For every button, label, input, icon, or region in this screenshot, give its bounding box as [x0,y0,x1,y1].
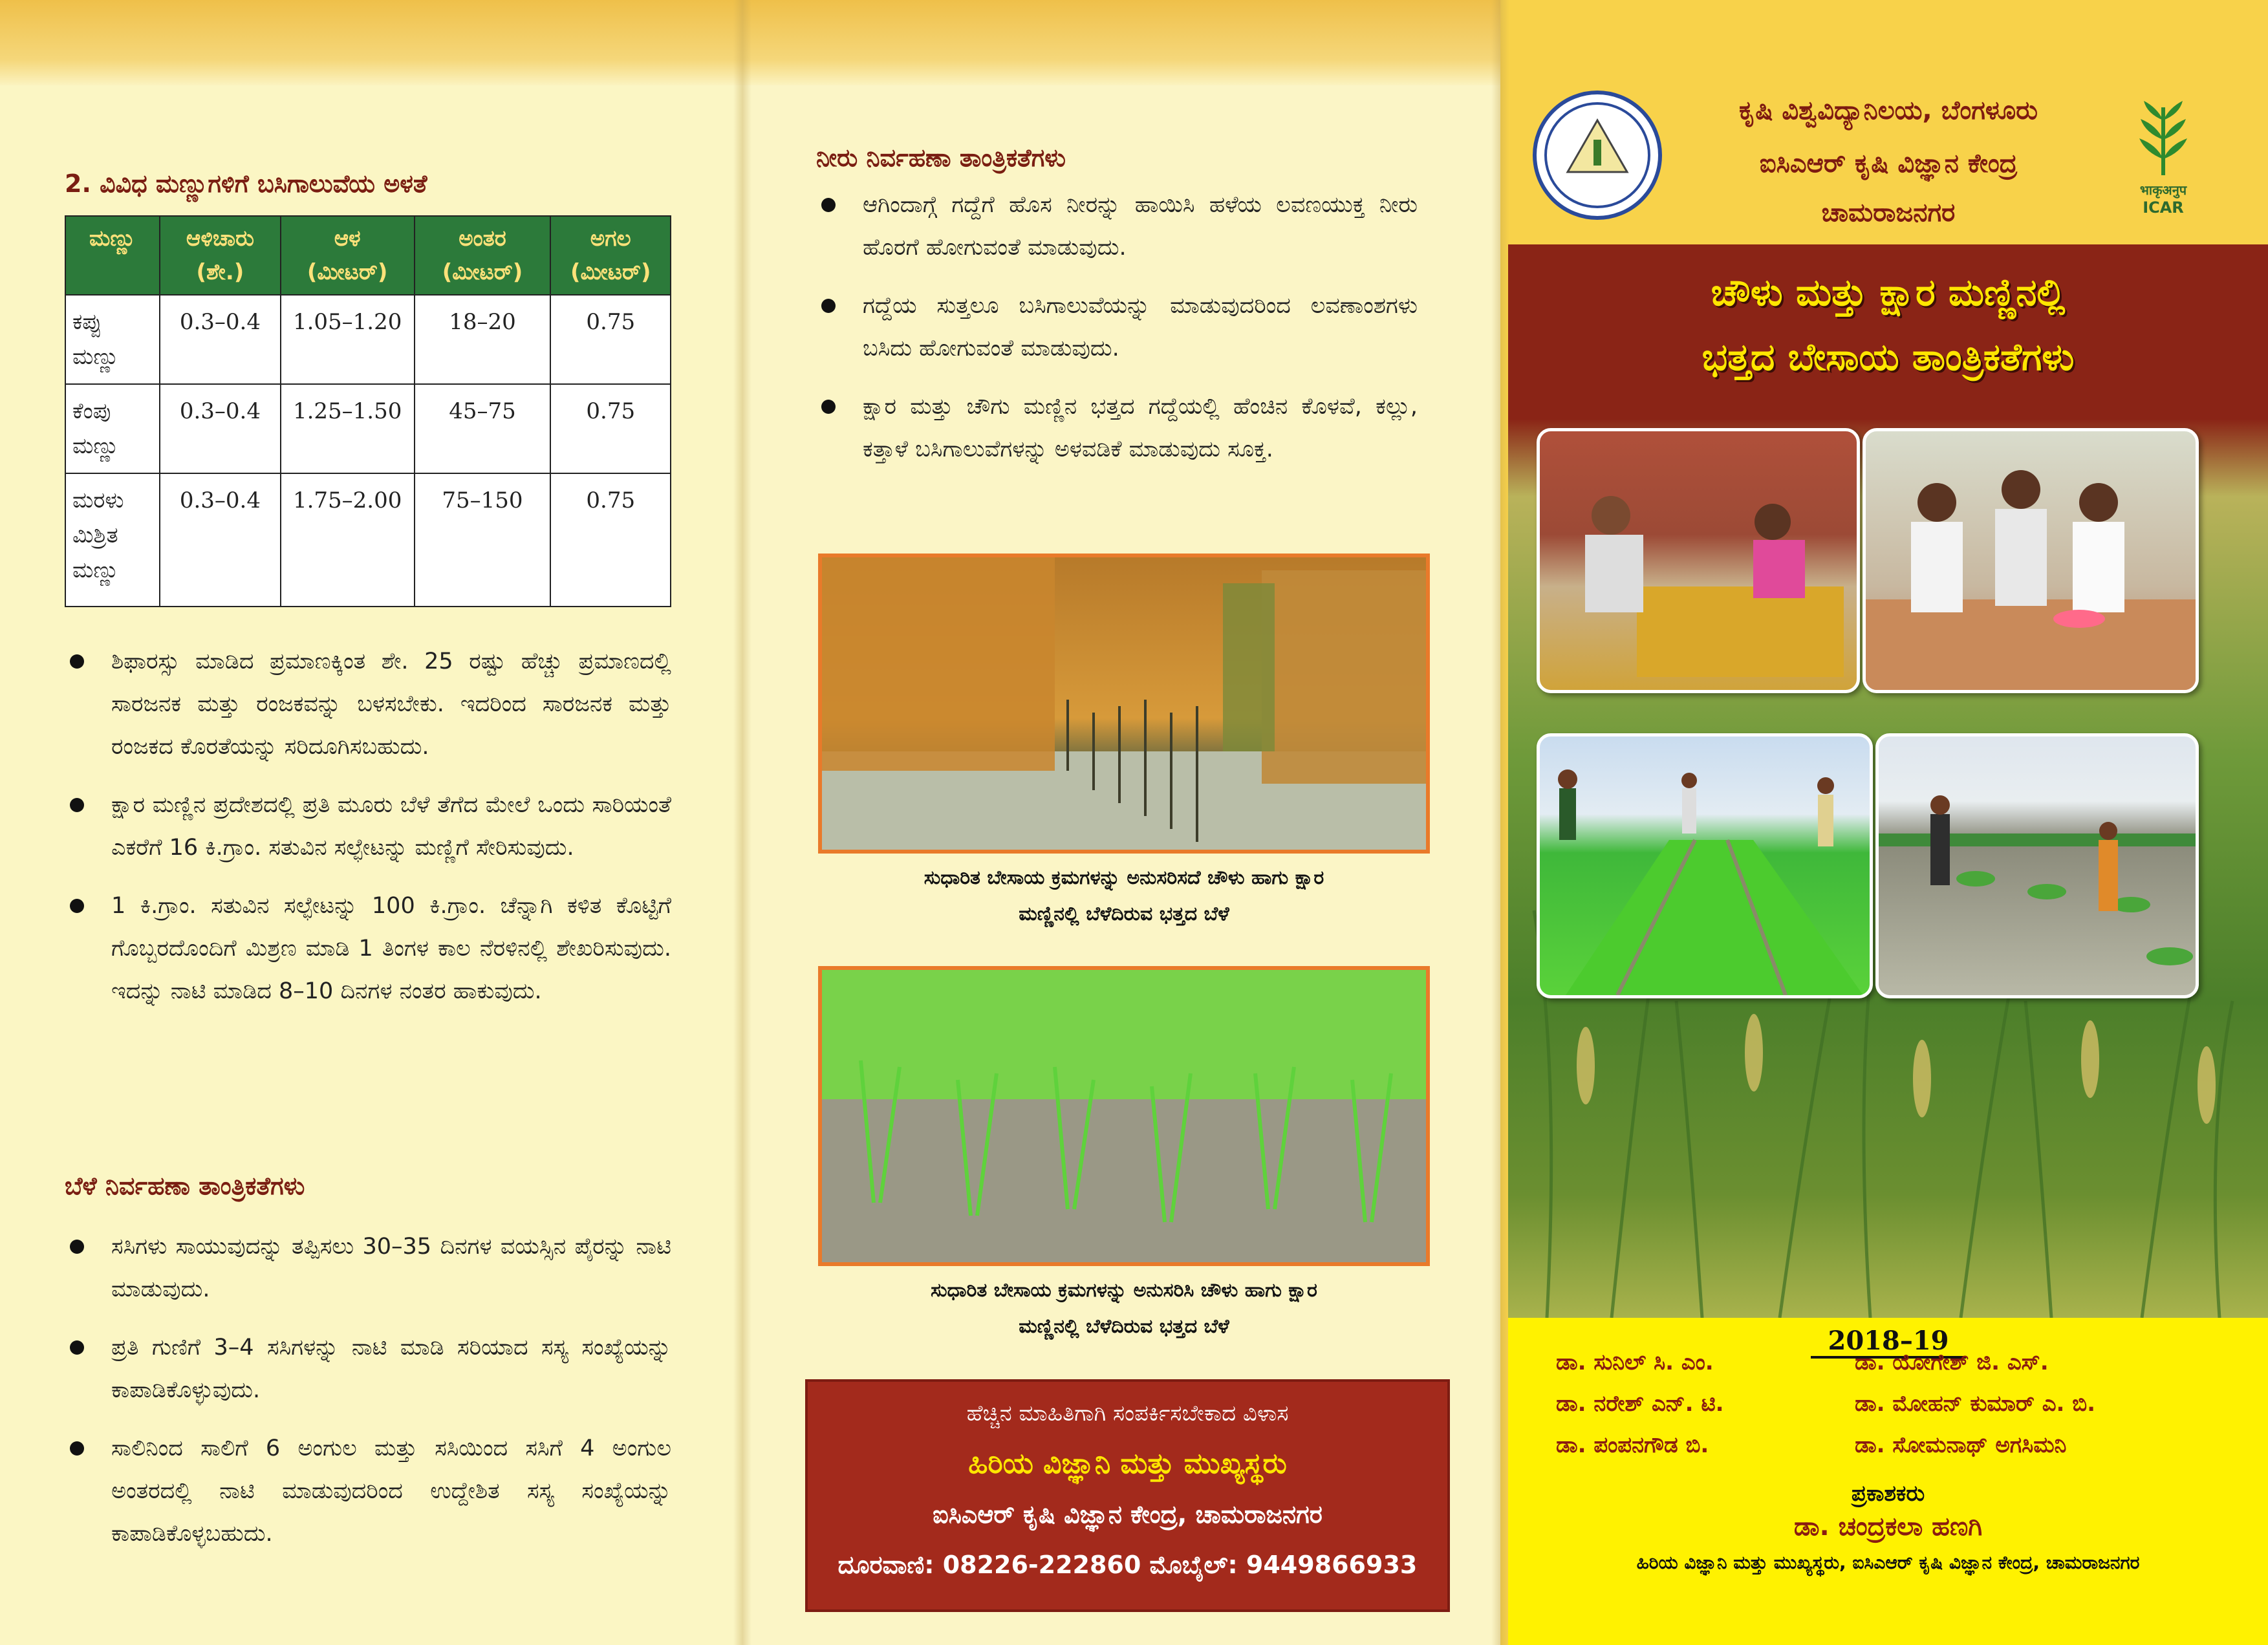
farmers-seed-treatment-illustration [1540,431,1857,690]
table-cell: ಮರಳು ಮಿಶ್ರಿತ ಮಣ್ಣು [65,473,160,607]
crop-heading: ಬೆಳೆ ನಿರ್ವಹಣಾ ತಾಂತ್ರಿಕತೆಗಳು [65,1172,305,1200]
farmers-demo-illustration [1866,431,2196,690]
table-cell: 75–150 [415,473,551,607]
bullet-icon [70,1340,84,1355]
col-header: ಅಗಲ (ಮೀಟರ್) [550,216,671,295]
table-row [65,473,671,607]
salt-affected-crop-photo [818,554,1430,854]
table-cell: 0.75 [550,295,671,384]
wheat-icon [2128,94,2199,178]
author-name: ಡಾ. ಪಂಪನಗೌಡ ಬಿ. [1556,1432,1709,1458]
publisher-label: ಪ್ರಕಾಶಕರು [1851,1481,1925,1507]
table-cell: 1.05–1.20 [281,295,415,384]
table-cell: 18–20 [415,295,551,384]
table-cell: 1.25–1.50 [281,384,415,473]
fold-line [1491,0,1509,1645]
bullet-icon [821,400,836,414]
authors-left [1556,1342,1724,1466]
table-cell: ಕೆಂಪು ಮಣ್ಣು [65,384,160,473]
table-cell: 0.3–0.4 [160,384,281,473]
author-name: ಡಾ. ಸುನಿಲ್ ಸಿ. ಎಂ. [1556,1349,1714,1375]
table-cell: 1.75–2.00 [281,473,415,607]
fertilizer-list [65,640,671,1028]
top-band [742,0,1500,85]
list-item: ಕ್ಷಾರ ಮತ್ತು ಚೌಗು ಮಣ್ಣಿನ ಭತ್ತದ ಗದ್ದೆಯಲ್ಲಿ ಹೆಂಚಿನ ಕೊಳವೆ, ಕಲ್ಲು, ಕತ್ತಾಳೆ ಬಸಿಗಾಲುವೆಗಳನ್ನು ಅಳವಡಿಕೆ ಮಾಡುವುದು ಸೂಕ್ತ. [816,385,1418,471]
drain-table [65,215,671,607]
list-item: ಸಾಲಿನಿಂದ ಸಾಲಿಗೆ 6 ಅಂಗುಲ ಮತ್ತು ಸಸಿಯಿಂದ ಸಸಿಗೆ 4 ಅಂಗುಲ ಅಂತರದಲ್ಲಿ ನಾಟಿ ಮಾಡುವುದರಿಂದ ಉದ್ದೇಶಿತ ಸಸ್ಯ ಸಂಖ್ಯೆಯನ್ನು ಕಾಪಾಡಿಕೊಳ್ಳಬಹುದು. [65,1427,671,1555]
table-cell: 0.3–0.4 [160,473,281,607]
title-line: ಭತ್ತದ ಬೇಸಾಯ ತಾಂತ್ರಿಕತೆಗಳು [1701,335,2075,379]
table-heading: 2. ವಿವಿಧ ಮಣ್ಣುಗಳಿಗೆ ಬಸಿಗಾಲುವೆಯ ಅಳತೆ [65,169,427,198]
publisher-title: ಹಿರಿಯ ವಿಜ್ಞಾನಿ ಮತ್ತು ಮುಖ್ಯಸ್ಥರು, ಐಸಿಎಆರ್ ಕೃಷಿ ವಿಜ್ಞಾನ ಕೇಂದ್ರ, ಚಾಮರಾಜನಗರ [1636,1552,2140,1573]
author-name: ಡಾ. ನರೇಶ್ ಎನ್. ಟಿ. [1556,1391,1724,1417]
author-name: ಡಾ. ಮೋಹನ್ ಕುಮಾರ್ ಎ. ಬಿ. [1855,1391,2096,1417]
list-item: ಕ್ಷಾರ ಮಣ್ಣಿನ ಪ್ರದೇಶದಲ್ಲಿ ಪ್ರತಿ ಮೂರು ಬೆಳೆ ತೆಗೆದ ಮೇಲೆ ಒಂದು ಸಾರಿಯಂತೆ ಎಕರೆಗೆ 16 ಕಿ.ಗ್ರಾಂ. ಸತುವಿನ ಸಲ್ಫೇಟನ್ನು ಮಣ್ಣಿಗೆ ಸೇರಿಸುವುದು. [65,784,671,869]
list-item: ಆಗಿಂದಾಗ್ಗೆ ಗದ್ದೆಗೆ ಹೊಸ ನೀರನ್ನು ಹಾಯಿಸಿ ಹಳೆಯ ಲವಣಯುಕ್ತ ನೀರು ಹೊರಗೆ ಹೋಗುವಂತೆ ಮಾಡುವುದು. [816,184,1418,269]
transplanting-photo [1875,733,2199,998]
crop-list [65,1225,671,1571]
bullet-icon [70,899,84,913]
bullet-icon [821,198,836,212]
author-name: ಡಾ. ಸೋಮನಾಥ್ ಅಗಸಿಮನಿ [1855,1432,2067,1458]
publisher-name: ಡಾ. ಚಂದ್ರಕಲಾ ಹಣಗಿ [1793,1512,1983,1542]
icar-hindi-text: भाकृअनुप [2139,182,2187,198]
water-heading: ನೀರು ನಿರ್ವಹಣಾ ತಾಂತ್ರಿಕತೆಗಳು [816,144,1066,172]
author-name: ಡಾ. ಯೋಗೇಶ್ ಜಿ. ಎಸ್. [1855,1349,2049,1375]
photo-caption: ಸುಧಾರಿತ ಬೇಸಾಯ ಕ್ರಮಗಳನ್ನು ಅನುಸರಿಸದೆ ಚೌಳು ಹಾಗು ಕ್ಷಾರ ಮಣ್ಣಿನಲ್ಲಿ ಬೆಳೆದಿರುವ ಭತ್ತದ ಬೆಳೆ [923,866,1324,925]
list-item: ಗದ್ದೆಯ ಸುತ್ತಲೂ ಬಸಿಗಾಲುವೆಯನ್ನು ಮಾಡುವುದರಿಂದ ಲವಣಾಂಶಗಳು ಬಸಿದು ಹೋಗುವಂತೆ ಮಾಡುವುದು. [816,285,1418,370]
photo-caption: ಸುಧಾರಿತ ಬೇಸಾಯ ಕ್ರಮಗಳನ್ನು ಅನುಸರಿಸಿ ಚೌಳು ಹಾಗು ಕ್ಷಾರ ಮಣ್ಣಿನಲ್ಲಿ ಬೆಳೆದಿರುವ ಭತ್ತದ ಬೆಳೆ [931,1279,1317,1338]
table-cell: 45–75 [415,384,551,473]
table-row [65,295,671,384]
table-cell: 0.3–0.4 [160,295,281,384]
improved-crop-photo [818,966,1430,1266]
list-item: 1 ಕಿ.ಗ್ರಾಂ. ಸತುವಿನ ಸಲ್ಫೇಟನ್ನು 100 ಕಿ.ಗ್ರಾಂ. ಚೆನ್ನಾಗಿ ಕಳಿತ ಕೊಟ್ಟಿಗೆ ಗೊಬ್ಬರದೊಂದಿಗೆ ಮಿಶ್ರಣ ಮಾಡಿ 1 ತಿಂಗಳ ಕಾಲ ನೆರಳಿನಲ್ಲಿ ಶೇಖರಿಸುವುದು. ಇದನ್ನು ನಾಟಿ ಮಾಡಿದ 8–10 ದಿನಗಳ ನಂತರ ಹಾಕುವುದು. [65,885,671,1013]
icar-text: ICAR [2143,199,2184,217]
bullet-icon [821,299,836,313]
col-header: ಆಳ (ಮೀಟರ್) [281,216,415,295]
bullet-icon [70,1240,84,1254]
list-item: ಪ್ರತಿ ಗುಣಿಗೆ 3–4 ಸಸಿಗಳನ್ನು ನಾಟಿ ಮಾಡಿ ಸರಿಯಾದ ಸಸ್ಯ ಸಂಖ್ಯೆಯನ್ನು ಕಾಪಾಡಿಕೊಳ್ಳುವುದು. [65,1326,671,1412]
contact-box [805,1379,1450,1612]
list-item: ಸಸಿಗಳು ಸಾಯುವುದನ್ನು ತಪ್ಪಿಸಲು 30–35 ದಿನಗಳ ವಯಸ್ಸಿನ ಪೈರನ್ನು ನಾಟಿ ಮಾಡುವುದು. [65,1225,671,1311]
contact-phone: ದೂರವಾಣಿ: 08226-222860 ಮೊಬೈಲ್: 9449866933 [837,1551,1418,1579]
nursery-photo [1537,733,1873,998]
col-header: ಆಳಿಚಾರು (ಶೇ.) [160,216,281,295]
contact-line: ಹಿರಿಯ ವಿಜ್ಞಾನಿ ಮತ್ತು ಮುಖ್ಯಸ್ಥರು [968,1447,1287,1480]
title-line: ಚೌಳು ಮತ್ತು ಕ್ಷಾರ ಮಣ್ಣಿನಲ್ಲಿ [1711,270,2066,314]
list-item: ಶಿಫಾರಸ್ಸು ಮಾಡಿದ ಪ್ರಮಾಣಕ್ಕಿಂತ ಶೇ. 25 ರಷ್ಟು ಹೆಚ್ಚು ಪ್ರಮಾಣದಲ್ಲಿ ಸಾರಜನಕ ಮತ್ತು ರಂಜಕವನ್ನು ಬಳಸಬೇಕು. ಇದರಿಂದ ಸಾರಜನಕ ಮತ್ತು ರಂಜಕದ ಕೊರತೆಯನ್ನು ಸರಿದೂಗಿಸಬಹುದು. [65,640,671,768]
water-list [816,184,1418,486]
transplanting-illustration [1879,736,2196,995]
salt-affected-field-illustration [822,557,1426,850]
table-cell: 0.75 [550,473,671,607]
bullet-icon [70,798,84,812]
uas-emblem-icon [1537,94,1658,216]
icar-logo [2128,94,2199,217]
university-logo [1533,91,1662,220]
table-header-row [65,216,671,295]
healthy-field-illustration [822,970,1426,1262]
table-cell: 0.75 [550,384,671,473]
org-line: ಐಸಿಎಆರ್ ಕೃಷಿ ವಿಜ್ಞಾನ ಕೇಂದ್ರ [1759,149,2018,178]
org-line: ಚಾಮರಾಜನಗರ [1821,198,1956,228]
training-photo-2 [1863,428,2199,693]
org-line: ಕೃಷಿ ವಿಶ್ವವಿದ್ಯಾನಿಲಯ, ಬೆಂಗಳೂರು [1738,96,2038,125]
year: 2018–19 [1811,1326,1966,1359]
title-box [1508,244,2268,419]
training-photo-1 [1537,428,1860,693]
top-band [0,0,742,85]
authors-right [1855,1342,2095,1466]
fold-line [733,0,751,1645]
nursery-illustration [1540,736,1870,995]
table-cell: ಕಪ್ಪು ಮಣ್ಣು [65,295,160,384]
contact-line: ಹೆಚ್ಚಿನ ಮಾಹಿತಿಗಾಗಿ ಸಂಪರ್ಕಿಸಬೇಕಾದ ವಿಳಾಸ [966,1401,1289,1426]
bullet-icon [70,1441,84,1456]
contact-line: ಐಸಿಎಆರ್ ಕೃಷಿ ವಿಜ್ಞಾನ ಕೇಂದ್ರ, ಚಾಮರಾಜನಗರ [933,1500,1323,1529]
col-header: ಮಣ್ಣು [65,216,160,295]
col-header: ಅಂತರ (ಮೀಟರ್) [415,216,551,295]
bullet-icon [70,654,84,669]
table-row [65,384,671,473]
